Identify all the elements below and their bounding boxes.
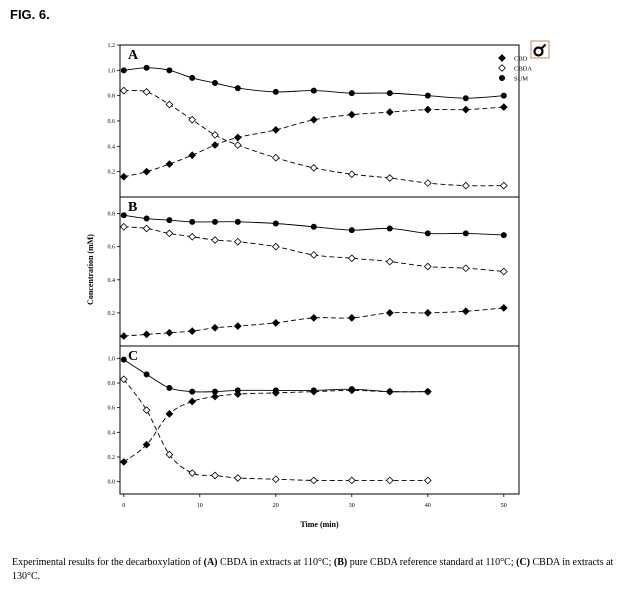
data-point [166, 230, 173, 237]
panel-letter: C [128, 349, 139, 364]
data-point [349, 90, 354, 95]
series-sum [121, 357, 430, 394]
data-point [501, 182, 508, 189]
panel-c [108, 349, 432, 486]
data-point [144, 216, 149, 221]
series-cbda [121, 224, 508, 275]
data-point [349, 255, 356, 262]
data-point [463, 96, 468, 101]
data-point [212, 142, 219, 149]
data-point [235, 134, 242, 141]
data-point [387, 258, 394, 265]
data-point [501, 93, 506, 98]
caption-text-1: Experimental results for the decarboxylation of [12, 557, 204, 568]
y-tick-label: 0.4 [107, 430, 115, 437]
series-line [124, 308, 504, 336]
data-point [387, 109, 394, 116]
caption-text-4: CBDA in extracts at 130°C. [12, 557, 614, 582]
data-point [501, 104, 508, 111]
data-point [189, 152, 196, 159]
data-point [273, 89, 278, 94]
data-point [273, 476, 280, 483]
data-point [235, 238, 242, 245]
data-point [501, 268, 508, 275]
panel-letter: B [128, 200, 138, 215]
legend-label: CBD [514, 55, 528, 63]
y-tick-label: 1.0 [107, 356, 115, 363]
y-tick-label: 1.0 [107, 68, 115, 75]
data-point [311, 116, 318, 123]
data-point [143, 168, 150, 175]
y-tick-label: 0.0 [107, 479, 115, 486]
data-point [349, 111, 356, 118]
series-sum [121, 65, 506, 101]
data-point [189, 398, 196, 405]
data-point [190, 389, 195, 394]
data-point [425, 389, 430, 394]
data-point [501, 232, 506, 237]
x-tick-label: 50 [500, 503, 507, 509]
caption-bold-a: (A) [203, 557, 218, 568]
y-tick-label: 0.8 [107, 211, 115, 218]
panel-b [108, 200, 508, 339]
data-point [144, 65, 149, 70]
data-point [166, 411, 173, 418]
caption-text-3: pure CBDA reference standard at 110°C; [347, 557, 517, 568]
x-tick-label: 30 [348, 503, 355, 509]
data-point [212, 389, 217, 394]
y-tick-label: 0.4 [107, 277, 115, 284]
data-point [387, 226, 392, 231]
data-point [349, 227, 354, 232]
legend-marker [499, 55, 506, 62]
data-point [212, 80, 217, 85]
y-tick-label: 0.8 [107, 381, 115, 387]
panel-a [108, 43, 508, 189]
data-point [425, 231, 430, 236]
data-point [273, 127, 280, 134]
legend-label: SUM [514, 75, 529, 83]
data-point [167, 217, 172, 222]
plot-frame [120, 45, 519, 494]
data-point [143, 407, 150, 414]
y-tick-label: 0.6 [107, 405, 115, 412]
y-tick-label: 0.4 [107, 144, 115, 151]
data-point [425, 93, 430, 98]
data-point [425, 263, 432, 270]
y-tick-label: 0.2 [107, 455, 115, 461]
series-line [124, 68, 504, 98]
data-point [190, 219, 195, 224]
data-point [311, 477, 318, 484]
caption-bold-b: (B) [333, 557, 348, 568]
data-point [212, 324, 219, 331]
data-point [189, 470, 196, 477]
y-tick-label: 0.2 [107, 169, 115, 176]
data-point [189, 116, 196, 123]
data-point [273, 320, 280, 327]
panel-letter: A [128, 48, 139, 63]
data-point [387, 477, 394, 484]
legend-marker [499, 65, 506, 72]
legend [499, 55, 533, 83]
data-point [273, 243, 280, 250]
data-point [235, 475, 242, 482]
data-point [166, 101, 173, 108]
data-point [235, 85, 240, 90]
series-sum [121, 213, 506, 238]
data-point [235, 388, 240, 393]
y-tick-label: 1.2 [107, 43, 115, 49]
data-point [212, 132, 219, 139]
data-point [121, 213, 126, 218]
x-axis-title: Time (min) [300, 520, 339, 529]
figure-caption [12, 556, 622, 584]
data-point [501, 305, 508, 312]
data-point [311, 315, 318, 322]
data-point [167, 68, 172, 73]
data-point [144, 372, 149, 377]
y-tick-label: 0.6 [107, 244, 115, 251]
data-point [425, 106, 432, 113]
data-point [121, 173, 128, 180]
data-point [463, 308, 470, 315]
legend-marker [499, 75, 504, 80]
data-point [121, 68, 126, 73]
data-point [121, 333, 128, 340]
data-point [143, 331, 150, 338]
data-point [349, 171, 356, 178]
data-point [166, 161, 173, 168]
data-point [311, 388, 316, 393]
data-point [349, 477, 356, 484]
series-cbd [121, 305, 508, 340]
legend-label: CBDA [514, 65, 533, 73]
data-point [235, 219, 240, 224]
data-point [273, 388, 278, 393]
data-point [425, 310, 432, 317]
data-point [349, 386, 354, 391]
data-point [121, 459, 128, 466]
data-point [311, 252, 318, 259]
data-point [167, 385, 172, 390]
data-point [235, 142, 242, 149]
data-point [463, 231, 468, 236]
data-point [311, 88, 316, 93]
data-point [143, 225, 150, 232]
y-axis-title: Concentration (mM) [86, 234, 95, 305]
venus-like-symbol-icon [531, 41, 549, 58]
x-tick-label: 0 [122, 503, 126, 509]
data-point [212, 237, 219, 244]
data-point [273, 154, 280, 161]
data-point [189, 328, 196, 335]
data-point [190, 75, 195, 80]
y-tick-label: 0.8 [107, 93, 115, 100]
data-point [311, 224, 316, 229]
series-cbda [121, 87, 508, 189]
data-point [212, 219, 217, 224]
figure-label: FIG. 6. [10, 7, 50, 22]
data-point [121, 224, 128, 231]
caption-text-2: CBDA in extracts at 110°C; [217, 557, 334, 568]
data-point [425, 180, 432, 187]
data-point [463, 106, 470, 113]
data-point [121, 87, 128, 94]
data-point [311, 165, 318, 172]
x-tick-label: 10 [196, 503, 203, 509]
data-point [387, 310, 394, 317]
x-tick-label: 40 [424, 503, 431, 509]
data-point [121, 357, 126, 362]
data-point [189, 233, 196, 240]
y-tick-label: 0.2 [107, 310, 115, 317]
data-point [212, 472, 219, 479]
caption-bold-c: (C) [516, 557, 530, 568]
data-point [463, 265, 470, 272]
data-point [463, 182, 470, 189]
data-point [273, 221, 278, 226]
data-point [349, 315, 356, 322]
data-point [425, 477, 432, 484]
data-point [235, 323, 242, 330]
x-tick-label: 20 [272, 503, 279, 509]
data-point [387, 90, 392, 95]
data-point [387, 175, 394, 182]
data-point [387, 389, 392, 394]
y-tick-label: 0.6 [107, 119, 115, 125]
data-point [143, 89, 150, 96]
data-point [166, 329, 173, 336]
